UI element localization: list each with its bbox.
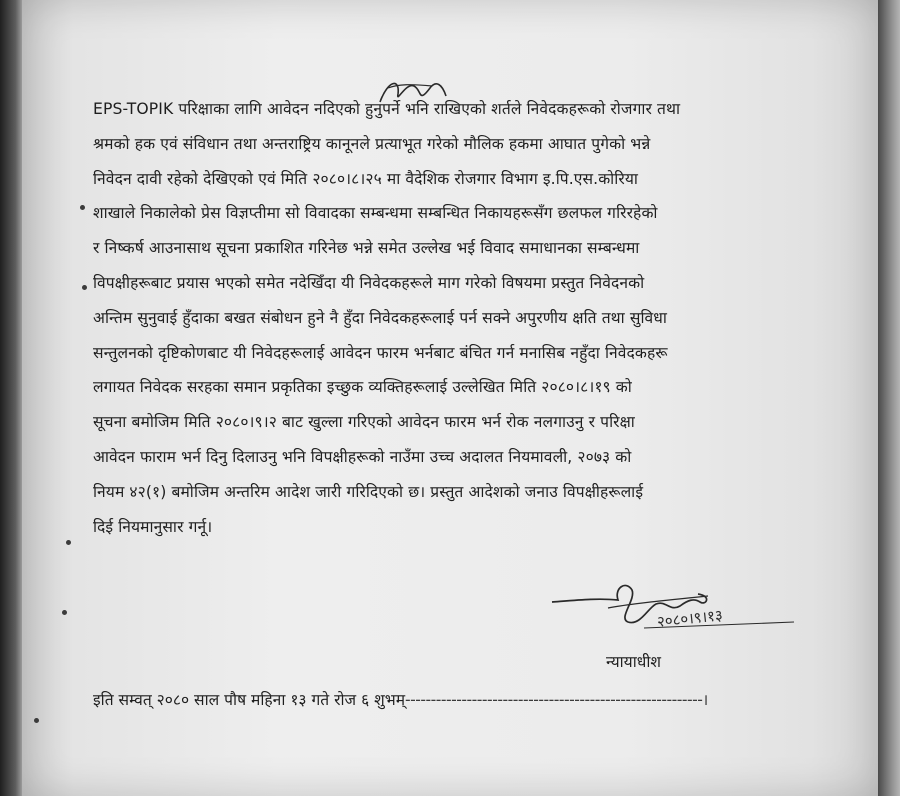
scan-right-edge — [878, 0, 900, 796]
paragraph-line: नियम ४२(१) बमोजिम अन्तरिम आदेश जारी गरिदिएको छ। प्रस्तुत आदेशको जनाउ विपक्षीहरूलाई — [93, 482, 644, 501]
binding-edge — [0, 0, 22, 796]
signature-block — [548, 578, 808, 678]
closing-text: इति सम्वत् २०८० साल पौष महिना १३ गते रोज ६ शुभम् — [93, 691, 406, 709]
paragraph-line: EPS-TOPIK परिक्षाका लागि आवेदन नदिएको हुनुपर्ने भनि राखिएको शर्तले निवेदकहरूको रोजगार तथा — [93, 100, 681, 118]
paragraph-line: शाखाले निकालेको प्रेस विज्ञप्तीमा सो विवादका सम्बन्धमा सम्बन्धित निकायहरूसँग छलफल गरिरहेको — [93, 204, 658, 223]
paragraph-line: श्रमको हक एवं संविधान तथा अन्तराष्ट्रिय कानूनले प्रत्याभूत गरेको मौलिक हकमा आघात पुगेको भन्ने — [93, 134, 651, 153]
paragraph-line: लगायत निवेदक सरहका समान प्रकृतिका इच्छुक व्यक्तिहरूलाई उल्लेखित मिति २०८०।८।१९ को — [93, 378, 632, 397]
signatory-title: न्यायाधीश — [606, 653, 661, 671]
closing-trailer: ----------------------------------------------------------। — [405, 691, 708, 709]
order-paragraph — [93, 92, 813, 544]
paragraph-line: र निष्कर्ष आउनासाथ सूचना प्रकाशित गरिनेछ भन्ने समेत उल्लेख भई विवाद समाधानका सम्बन्धमा — [93, 239, 640, 258]
signature-date: २०८०।९।१३ — [656, 606, 724, 631]
closing-line — [93, 688, 823, 710]
paragraph-line: दिई नियमानुसार गर्नू। — [93, 517, 213, 536]
paragraph-line: अन्तिम सुनुवाई हुँदाका बखत संबोधन हुने नै हुँदा निवेदकहरूलाई पर्न सक्ने अपुरणीय क्षति तथा सुविधा — [93, 308, 668, 327]
paragraph-line: विपक्षीहरूबाट प्रयास भएको समेत नदेखिँदा यी निवेदकहरूले माग गरेको विषयमा प्रस्तुत निवेदनको — [93, 273, 645, 292]
paragraph-line: आवेदन फाराम भर्न दिनु दिलाउनु भनि विपक्षीहरूको नाउँमा उच्च अदालत नियमावली, २०७३ को — [93, 447, 632, 466]
paragraph-line: सूचना बमोजिम मिति २०८०।९।२ बाट खुल्ला गरिएको आवेदन फारम भर्न रोक नलगाउनु र परिक्षा — [93, 413, 635, 432]
paragraph-line: सन्तुलनको दृष्टिकोणबाट यी निवेदहरूलाई आवेदन फारम भर्नबाट बंचित गर्न मनासिब नहुँदा निवेदकहरू — [93, 343, 668, 362]
paragraph-line: निवेदन दावी रहेको देखिएको एवं मिति २०८०।८।२५ मा वैदेशिक रोजगार विभाग इ.पि.एस.कोरिया — [93, 169, 639, 188]
